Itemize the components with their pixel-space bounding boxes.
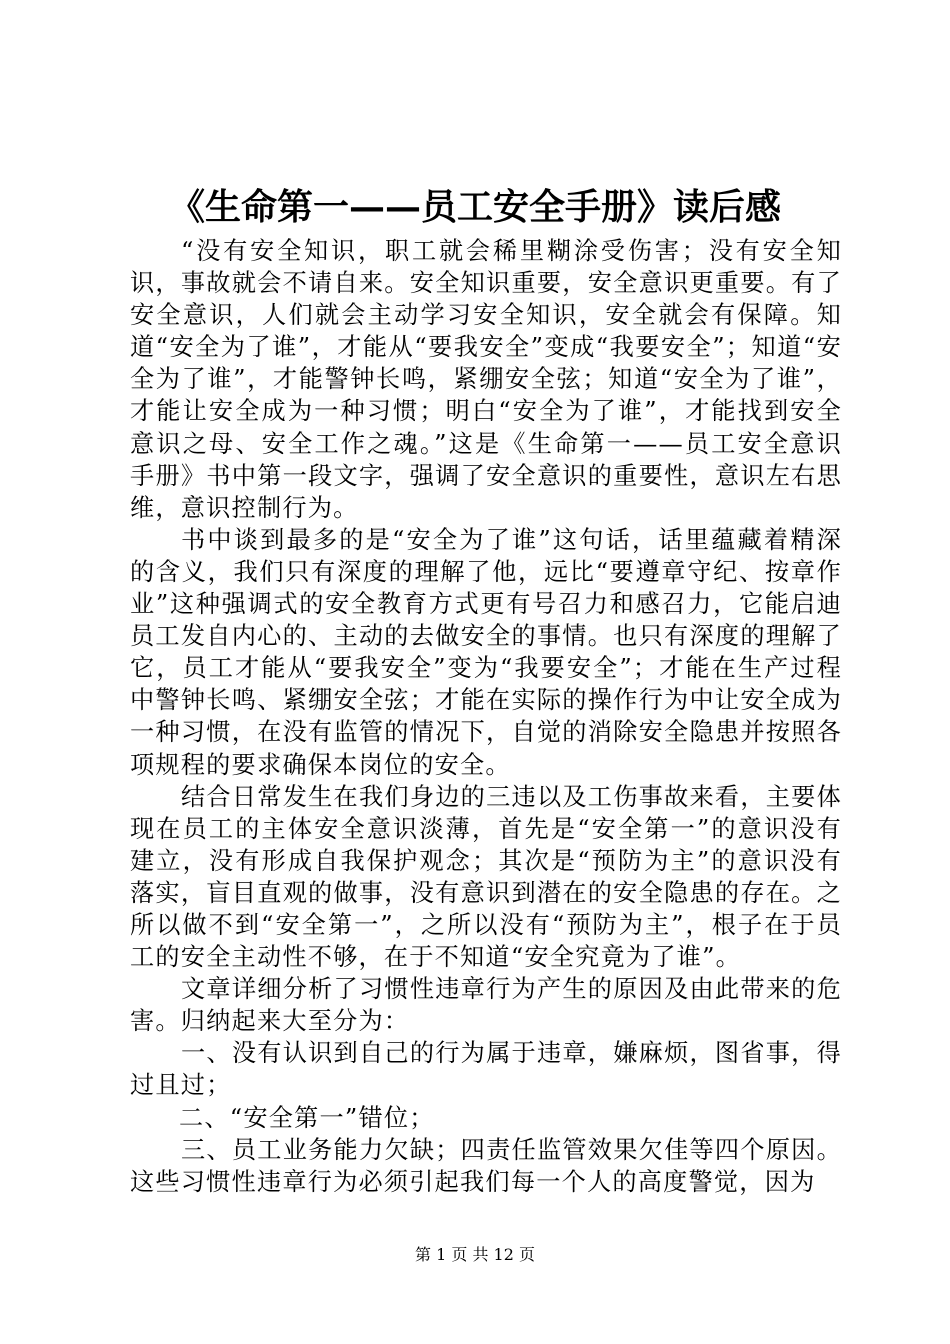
list-item: 三、员工业务能力欠缺；四责任监管效果欠佳等四个原因。这些习惯性违章行为必须引起我们每一个人的高度警觉，因为 [130,1135,842,1196]
paragraph: 书中谈到最多的是“安全为了谁”这句话，话里蕴藏着精深的含义，我们只有深度的理解了他，远比“要遵章守纪、按章作业”这种强调式的安全教育方式更有号召力和感召力，它能启迪员工发自内心的、主动的去做安全的事情。也只有深度的理解了它，员工才能从“要我安全”变为“我要安全”；才能在生产过程中警钟长鸣、紧绷安全弦；才能在实际的操作行为中让安全成为一种习惯，在没有监管的情况下，自觉的消除安全隐患并按照各项规程的要求确保本岗位的安全。 [130,525,842,779]
list-item: 二、“安全第一”错位； [179,1103,435,1132]
paragraph: 结合日常发生在我们身边的三违以及工伤事故来看，主要体现在员工的主体安全意识淡薄，首先是“安全第一”的意识没有建立，没有形成自我保护观念；其次是“预防为主”的意识没有落实，盲目直观的做事，没有意识到潜在的安全隐患的存在。之所以做不到“安全第一”，之所以没有“预防为主”，根子在于员工的安全主动性不够，在于不知道“安全究竟为了谁”。 [130,782,842,972]
paragraph: “没有安全知识，职工就会稀里糊涂受伤害；没有安全知识，事故就会不请自来。安全知识重要，安全意识更重要。有了安全意识，人们就会主动学习安全知识，安全就会有保障。知道“安全为了谁”，才能从“要我安全”变成“我要安全”；知道“安全为了谁”，才能警钟长鸣，紧绷安全弦；知道“安全为了谁”，才能让安全成为一种习惯；明白“安全为了谁”，才能找到安全意识之母、安全工作之魂。”这是《生命第一——员工安全意识手册》书中第一段文字，强调了安全意识的重要性，意识左右思维，意识控制行为。 [130,237,842,522]
page-number-footer: 第 1 页 共 12 页 [415,1245,535,1264]
document-title: 《生命第一——员工安全手册》读后感 [168,186,781,228]
document-body [130,235,842,1198]
paragraph: 文章详细分析了习惯性违章行为产生的原因及由此带来的危害。归纳起来大至分为： [130,975,842,1036]
list-item: 一、没有认识到自己的行为属于违章，嫌麻烦，图省事，得过且过； [130,1039,842,1100]
